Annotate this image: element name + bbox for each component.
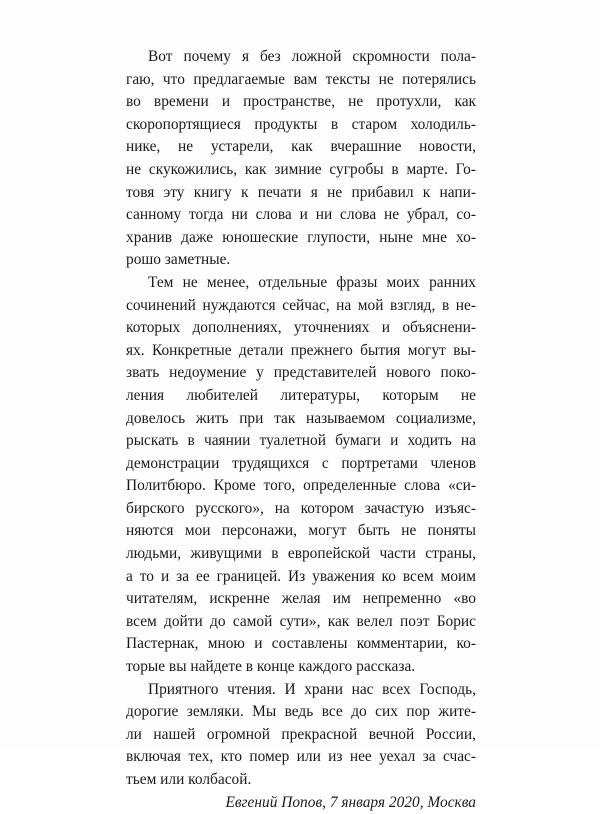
text-line: включая тех, кто помер или из нее уехал за счас- (126, 748, 476, 766)
text-line: гаю, что предлагаемые вам тексты не потерялись (126, 70, 476, 88)
text-line: людьми, живущими в европейской части страны, (126, 545, 476, 563)
text-line: ях. Конкретные детали прежнего бытия могут вы- (126, 341, 476, 359)
text-line: санному тогда ни слова и ни слова не убрал, со- (126, 206, 476, 224)
text-line: торые вы найдете в конце каждого рассказа. (126, 658, 416, 676)
text-line: скоропортящиеся продукты в старом холодиль- (126, 115, 476, 133)
text-line: ления любителей литературы, которым не (126, 386, 476, 404)
text-line: Пастернак, мною и составлены комментарии, ко- (126, 635, 476, 653)
text-line: а то и за ее границей. Из уважения ко всем моим (126, 567, 476, 585)
text-line: бирского русского», на котором зачастую изъяс- (126, 499, 476, 517)
text-line: демонстрации трудящихся с портретами членов (126, 454, 476, 472)
text-line: нике, не устарели, как вчерашние новости, (126, 138, 476, 156)
author-signature: Евгений Попов, 7 января 2020, Москва (225, 793, 476, 811)
text-line: звать недоумение у представителей нового поко- (126, 364, 476, 382)
text-line: рошо заметные. (126, 251, 231, 269)
text-line: которых дополнениях, уточнениях и объяснени- (126, 319, 476, 337)
text-line: ли нашей огромной прекрасной вечной России, (126, 725, 476, 743)
text-line: во времени и пространстве, не протухли, как (126, 93, 476, 111)
text-line: сочинений нуждаются сейчас, на мой взгляд, в не- (126, 296, 476, 314)
text-line: тьем или колбасой. (126, 771, 252, 788)
text-line: дорогие земляки. Мы ведь все до сих пор жите- (126, 703, 476, 721)
text-line: Вот почему я без ложной скромности пола- (148, 48, 476, 65)
text-line: Приятного чтения. И храни нас всех Господь, (148, 680, 476, 698)
text-line: читателям, искренне желая им непременно «во (126, 590, 476, 608)
text-line: хранив даже юношеские глупости, ныне мне хо- (126, 228, 476, 246)
text-line: Тем не менее, отдельные фразы моих ранних (148, 273, 476, 291)
text-line: Политбюро. Кроме того, определенные слова «си- (126, 477, 476, 495)
text-line: не скукожились, как зимние сугробы в марте. Го- (126, 160, 476, 178)
text-line: довелось жить при так называемом социализме, (126, 409, 476, 427)
text-line: всем дойти до самой сути», как велел поэт Борис (126, 612, 476, 630)
text-line: рыскать в чаянии туалетной бумаги и ходить на (126, 432, 476, 450)
page-text (126, 46, 476, 814)
text-line: няются мои персонажи, могут быть не поняты (126, 522, 476, 540)
text-line: товя эту книгу к печати я не прибавил к напи- (126, 183, 476, 201)
